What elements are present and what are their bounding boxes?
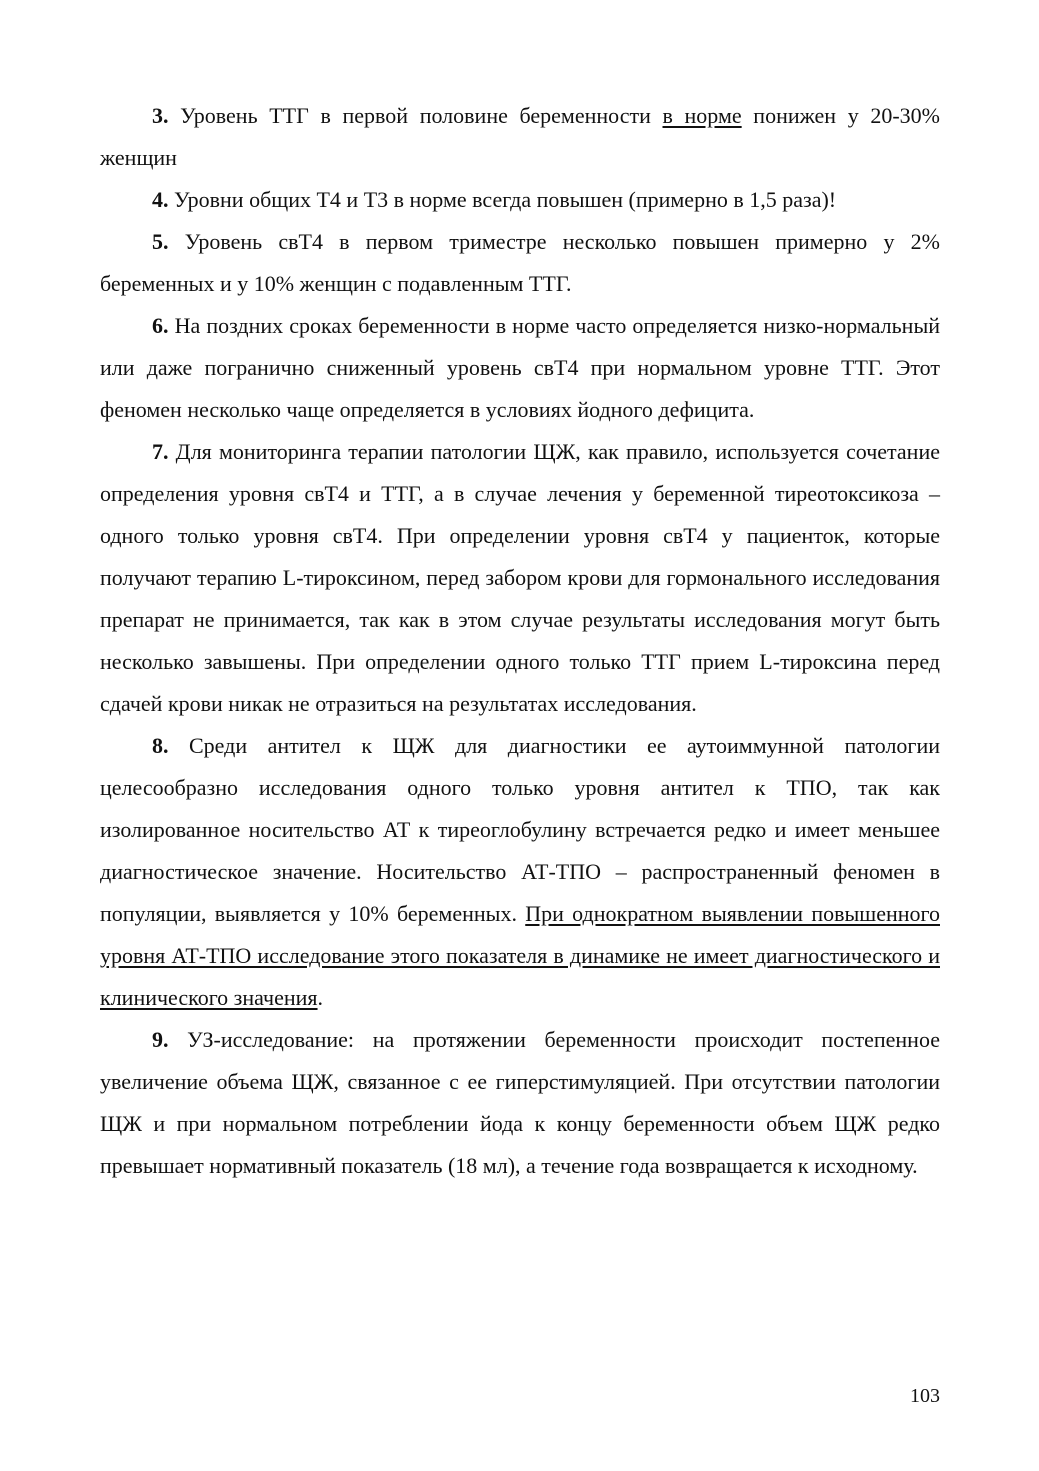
item-number: 8. xyxy=(152,733,169,758)
item-number: 5. xyxy=(152,229,169,254)
paragraph-text: УЗ-исследование: на протяжении беременности происходит постепенное увеличение объема ЩЖ, связанное с ее гиперстимуляцией. При отсутствии патологии ЩЖ и при нормальном потреблении йода к концу беременности объем ЩЖ редко превышает нормативный показатель (18 мл), а течение года возвращается к исходному. xyxy=(100,1027,940,1178)
item-number: 9. xyxy=(152,1027,169,1052)
paragraph-9 xyxy=(100,1019,940,1187)
paragraph-text: Среди антител к ЩЖ для диагностики ее аутоиммунной патологии целесообразно исследования одного только уровня антител к ТПО, так как изолированное носительство АТ к тиреоглобулину встречается редко и имеет меньшее диагностическое значение. Носительство АТ-ТПО – распространенный феномен в популяции, выявляется у 10% беременных. xyxy=(100,733,940,926)
paragraph-8 xyxy=(100,725,940,1019)
underlined-text: в норме xyxy=(662,103,742,128)
paragraph-7 xyxy=(100,431,940,725)
paragraph-text: Уровень свТ4 в первом триместре несколько повышен примерно у 2% беременных и у 10% женщин с подавленным ТТГ. xyxy=(100,229,940,296)
paragraph-text: Для мониторинга терапии патологии ЩЖ, как правило, используется сочетание определения уровня свТ4 и ТТГ, а в случае лечения у беременной тиреотоксикоза – одного только уровня свТ4. При определении уровня свТ4 у пациенток, которые получают терапию L-тироксином, перед забором крови для гормонального исследования препарат не принимается, так как в этом случае результаты исследования могут быть несколько завышены. При определении одного только ТТГ прием L-тироксина перед сдачей крови никак не отразиться на результатах исследования. xyxy=(100,439,940,716)
paragraph-text: . xyxy=(317,985,324,1010)
item-number: 4. xyxy=(152,187,169,212)
paragraph-3 xyxy=(100,95,940,179)
item-number: 7. xyxy=(152,439,169,464)
page-number: 103 xyxy=(910,1385,940,1407)
underlined-text: При однократном выявлении повышенного уровня АТ-ТПО исследование этого показателя в динамике не имеет диагностического и клинического значения xyxy=(100,901,940,1010)
paragraph-text: Уровни общих Т4 и Т3 в норме всегда повышен (примерно в 1,5 раза)! xyxy=(168,187,837,212)
page-body xyxy=(100,95,940,1187)
paragraph-4 xyxy=(100,179,940,221)
item-number: 3. xyxy=(152,103,169,128)
paragraph-5 xyxy=(100,221,940,305)
paragraph-text: понижен у 20-30% женщин xyxy=(100,103,940,170)
paragraph-6 xyxy=(100,305,940,431)
paragraph-text: На поздних сроках беременности в норме часто определяется низко-нормальный или даже погранично сниженный уровень свТ4 при нормальном уровне ТТГ. Этот феномен несколько чаще определяется в условиях йодного дефицита. xyxy=(100,313,940,422)
item-number: 6. xyxy=(152,313,169,338)
paragraph-text: Уровень ТТГ в первой половине беременности xyxy=(168,103,663,128)
